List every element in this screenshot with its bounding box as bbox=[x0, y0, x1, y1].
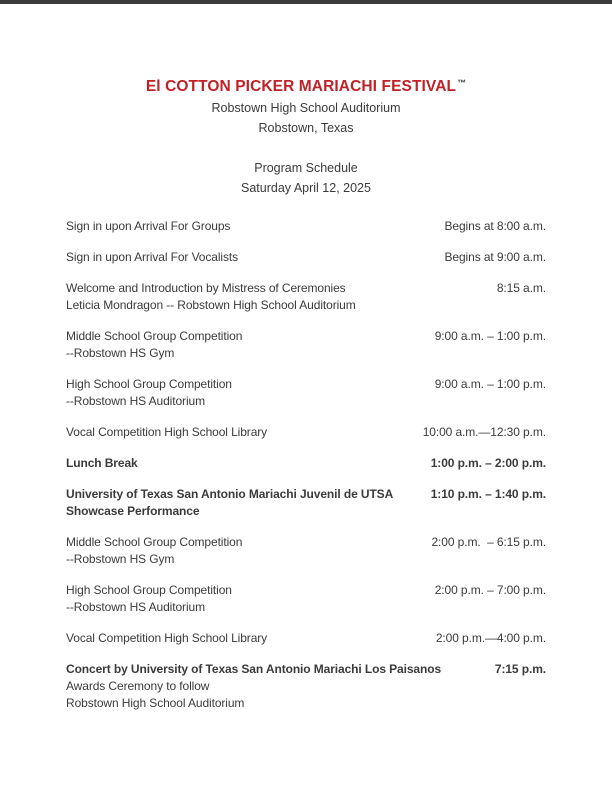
festival-title-text: El COTTON PICKER MARIACHI FESTIVAL bbox=[145, 78, 457, 95]
venue-line-2: Robstown, Texas bbox=[258, 121, 354, 135]
event-time: 2:00 p.m.—4:00 p.m. bbox=[435, 631, 546, 645]
event-lines bbox=[66, 661, 441, 712]
schedule-date: Saturday April 12, 2025 bbox=[241, 181, 371, 195]
event-time: 2:00 p.m. – 7:00 p.m. bbox=[434, 583, 546, 597]
event-title-line: Sign in upon Arrival For Groups bbox=[66, 219, 231, 233]
event-lines bbox=[66, 582, 232, 616]
document-header bbox=[0, 0, 612, 198]
event-title-line: --Robstown HS Gym bbox=[66, 346, 175, 360]
event-lines bbox=[66, 534, 242, 568]
event-time: 2:00 p.m. – 6:15 p.m. bbox=[431, 535, 546, 549]
event-time: Begins at 9:00 a.m. bbox=[444, 250, 546, 264]
top-border-bar bbox=[0, 0, 612, 4]
schedule-row bbox=[66, 328, 546, 362]
event-title-line: University of Texas San Antonio Mariachi Juvenil de UTSA bbox=[66, 487, 394, 501]
schedule-row bbox=[66, 582, 546, 616]
event-time: 10:00 a.m.—12:30 p.m. bbox=[422, 425, 546, 439]
event-lines bbox=[66, 328, 242, 362]
event-lines bbox=[66, 630, 267, 647]
schedule-row bbox=[66, 534, 546, 568]
event-time: 1:00 p.m. – 2:00 p.m. bbox=[430, 456, 546, 470]
schedule-row bbox=[66, 376, 546, 410]
event-title-line: High School Group Competition bbox=[66, 377, 232, 391]
event-time: 8:15 a.m. bbox=[496, 281, 546, 295]
event-time: 1:10 p.m. – 1:40 p.m. bbox=[430, 487, 546, 501]
event-lines bbox=[66, 280, 356, 314]
event-title-line: --Robstown HS Auditorium bbox=[66, 394, 205, 408]
event-title-line: Concert by University of Texas San Antonio Mariachi Los Paisanos bbox=[66, 662, 442, 676]
schedule-row bbox=[66, 424, 546, 441]
schedule-row bbox=[66, 218, 546, 235]
event-title-line: Vocal Competition High School Library bbox=[66, 631, 268, 645]
event-title-line: Showcase Performance bbox=[66, 504, 200, 518]
event-lines bbox=[66, 249, 238, 266]
schedule-row bbox=[66, 249, 546, 266]
event-time: 9:00 a.m. – 1:00 p.m. bbox=[434, 329, 546, 343]
schedule-row bbox=[66, 661, 546, 712]
event-lines bbox=[66, 424, 267, 441]
schedule-row bbox=[66, 486, 546, 520]
schedule-row bbox=[66, 280, 546, 314]
event-title-line: --Robstown HS Auditorium bbox=[66, 600, 205, 614]
event-title-line: Awards Ceremony to follow bbox=[66, 679, 210, 693]
event-lines bbox=[66, 486, 393, 520]
event-title-line: Lunch Break bbox=[66, 456, 138, 470]
trademark-symbol: ™ bbox=[457, 78, 467, 88]
event-time: 9:00 a.m. – 1:00 p.m. bbox=[434, 377, 546, 391]
event-title-line: Leticia Mondragon -- Robstown High School Auditorium bbox=[66, 298, 356, 312]
event-title-line: Sign in upon Arrival For Vocalists bbox=[66, 250, 239, 264]
event-title-line: Robstown High School Auditorium bbox=[66, 696, 245, 710]
venue-line-1: Robstown High School Auditorium bbox=[211, 101, 401, 115]
schedule-row bbox=[66, 455, 546, 472]
event-title-line: Middle School Group Competition bbox=[66, 329, 243, 343]
event-title-line: High School Group Competition bbox=[66, 583, 232, 597]
event-title-line: --Robstown HS Gym bbox=[66, 552, 175, 566]
page-title bbox=[0, 72, 612, 98]
event-title-line: Welcome and Introduction by Mistress of Ceremonies bbox=[66, 281, 346, 295]
event-lines bbox=[66, 376, 232, 410]
schedule-row bbox=[66, 630, 546, 647]
event-lines bbox=[66, 218, 230, 235]
schedule-rows bbox=[0, 218, 612, 712]
event-time: Begins at 8:00 a.m. bbox=[444, 219, 546, 233]
program-schedule-heading: Program Schedule bbox=[254, 161, 358, 175]
event-title-line: Vocal Competition High School Library bbox=[66, 425, 268, 439]
event-lines bbox=[66, 455, 138, 472]
event-title-line: Middle School Group Competition bbox=[66, 535, 243, 549]
event-time: 7:15 p.m. bbox=[494, 662, 546, 676]
